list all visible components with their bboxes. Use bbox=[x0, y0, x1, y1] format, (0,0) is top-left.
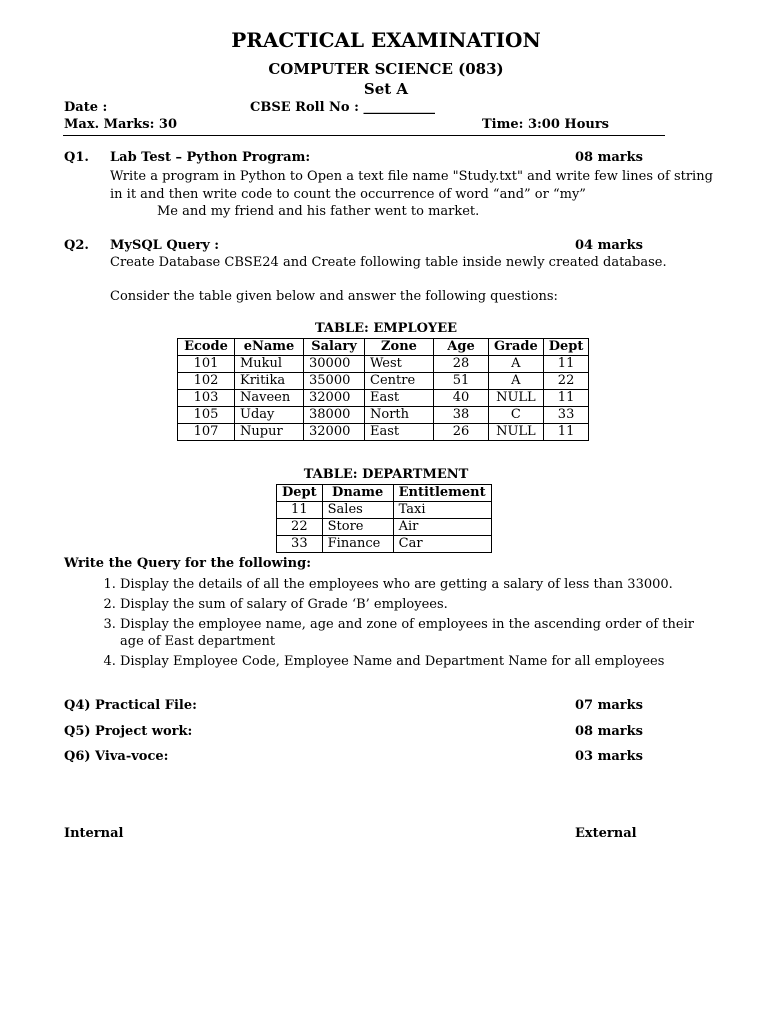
table-cell: A bbox=[489, 356, 544, 373]
table-cell: East bbox=[365, 390, 434, 407]
time-label: Time: 3:00 Hours bbox=[482, 117, 609, 132]
table-cell: 33 bbox=[543, 407, 589, 424]
table-cell: 32000 bbox=[304, 390, 365, 407]
table-cell: 38 bbox=[434, 407, 489, 424]
q4-marks: 07 marks bbox=[575, 698, 643, 713]
list-item: 4. Display Employee Code, Employee Name and Department Name for all employees bbox=[120, 653, 708, 670]
table-cell: Naveen bbox=[235, 390, 304, 407]
table-cell: 32000 bbox=[304, 424, 365, 441]
table-row bbox=[277, 502, 492, 519]
table-cell: East bbox=[365, 424, 434, 441]
date-label: Date : bbox=[64, 100, 108, 115]
table-cell: 22 bbox=[277, 519, 323, 536]
page-title: PRACTICAL EXAMINATION bbox=[231, 28, 541, 52]
table-cell: A bbox=[489, 373, 544, 390]
set-label: Set A bbox=[363, 80, 409, 98]
table-cell: 105 bbox=[178, 407, 235, 424]
column-header: Dname bbox=[322, 485, 393, 502]
q6-label: Q6) Viva-voce: bbox=[64, 749, 169, 764]
table-cell: 38000 bbox=[304, 407, 365, 424]
table-cell: 35000 bbox=[304, 373, 365, 390]
list-item: 3. Display the employee name, age and zone of employees in the ascending order of their age of East department bbox=[120, 616, 708, 650]
external-examiner-label: External bbox=[575, 826, 637, 841]
table-cell: Centre bbox=[365, 373, 434, 390]
table-cell: 30000 bbox=[304, 356, 365, 373]
column-header: Entitlement bbox=[393, 485, 491, 502]
q2-marks: 04 marks bbox=[575, 238, 643, 253]
column-header: Grade bbox=[489, 339, 544, 356]
q5-label: Q5) Project work: bbox=[64, 724, 193, 739]
column-header: Dept bbox=[277, 485, 323, 502]
table-cell: 103 bbox=[178, 390, 235, 407]
list-item: 2. Display the sum of salary of Grade ‘B’ employees. bbox=[120, 596, 708, 613]
q6-marks: 03 marks bbox=[575, 749, 643, 764]
q1-example: Me and my friend and his father went to market. bbox=[157, 204, 480, 219]
q2-text-line2: Consider the table given below and answer the following questions: bbox=[110, 289, 558, 304]
table-cell: 22 bbox=[543, 373, 589, 390]
subject-title: COMPUTER SCIENCE (083) bbox=[268, 60, 504, 78]
table-cell: C bbox=[489, 407, 544, 424]
table-cell: 33 bbox=[277, 536, 323, 553]
table-cell: Taxi bbox=[393, 502, 491, 519]
table-cell: Air bbox=[393, 519, 491, 536]
column-header: Ecode bbox=[178, 339, 235, 356]
table-row bbox=[178, 424, 589, 441]
column-header: Salary bbox=[304, 339, 365, 356]
query-list bbox=[98, 576, 708, 670]
table-cell: 28 bbox=[434, 356, 489, 373]
list-item: 1. Display the details of all the employees who are getting a salary of less than 33000. bbox=[120, 576, 708, 593]
column-header: Dept bbox=[543, 339, 589, 356]
department-table-caption: TABLE: DEPARTMENT bbox=[303, 467, 469, 482]
column-header: Zone bbox=[365, 339, 434, 356]
q4-label: Q4) Practical File: bbox=[64, 698, 197, 713]
table-cell: 102 bbox=[178, 373, 235, 390]
q5-marks: 08 marks bbox=[575, 724, 643, 739]
max-marks-label: Max. Marks: 30 bbox=[64, 117, 178, 132]
q1-text-line2: in it and then write code to count the occurrence of word “and” or “my” bbox=[110, 187, 586, 202]
table-header-row bbox=[178, 339, 589, 356]
internal-examiner-label: Internal bbox=[64, 826, 124, 841]
table-cell: 107 bbox=[178, 424, 235, 441]
table-cell: 11 bbox=[543, 424, 589, 441]
column-header: Age bbox=[434, 339, 489, 356]
table-header-row bbox=[277, 485, 492, 502]
header-divider bbox=[63, 135, 665, 136]
query-list-container bbox=[98, 576, 708, 673]
q1-marks: 08 marks bbox=[575, 150, 643, 165]
table-cell: Store bbox=[322, 519, 393, 536]
table-cell: Sales bbox=[322, 502, 393, 519]
table-cell: 26 bbox=[434, 424, 489, 441]
table-cell: Finance bbox=[322, 536, 393, 553]
table-cell: Kritika bbox=[235, 373, 304, 390]
q1-number: Q1. bbox=[64, 150, 89, 165]
table-row bbox=[277, 536, 492, 553]
column-header: eName bbox=[235, 339, 304, 356]
q2-text-line1: Create Database CBSE24 and Create following table inside newly created database. bbox=[110, 255, 667, 270]
table-cell: Mukul bbox=[235, 356, 304, 373]
table-row bbox=[178, 356, 589, 373]
q1-text-line1: Write a program in Python to Open a text file name "Study.txt" and write few lines of string bbox=[110, 169, 713, 184]
roll-number-label: CBSE Roll No : ___________ bbox=[250, 100, 435, 115]
table-row bbox=[178, 390, 589, 407]
table-cell: NULL bbox=[489, 424, 544, 441]
table-cell: 11 bbox=[543, 390, 589, 407]
q1-title: Lab Test – Python Program: bbox=[110, 150, 311, 165]
table-cell: 101 bbox=[178, 356, 235, 373]
department-table bbox=[276, 484, 492, 553]
table-cell: Uday bbox=[235, 407, 304, 424]
table-cell: NULL bbox=[489, 390, 544, 407]
q2-number: Q2. bbox=[64, 238, 89, 253]
table-cell: West bbox=[365, 356, 434, 373]
table-row bbox=[178, 407, 589, 424]
table-cell: Nupur bbox=[235, 424, 304, 441]
table-cell: 40 bbox=[434, 390, 489, 407]
table-cell: 11 bbox=[277, 502, 323, 519]
table-cell: Car bbox=[393, 536, 491, 553]
table-row bbox=[277, 519, 492, 536]
employee-table bbox=[177, 338, 589, 441]
q2-title: MySQL Query : bbox=[110, 238, 220, 253]
table-cell: 11 bbox=[543, 356, 589, 373]
queries-heading: Write the Query for the following: bbox=[64, 556, 312, 571]
employee-table-caption: TABLE: EMPLOYEE bbox=[314, 321, 458, 336]
table-cell: 51 bbox=[434, 373, 489, 390]
table-row bbox=[178, 373, 589, 390]
table-cell: North bbox=[365, 407, 434, 424]
